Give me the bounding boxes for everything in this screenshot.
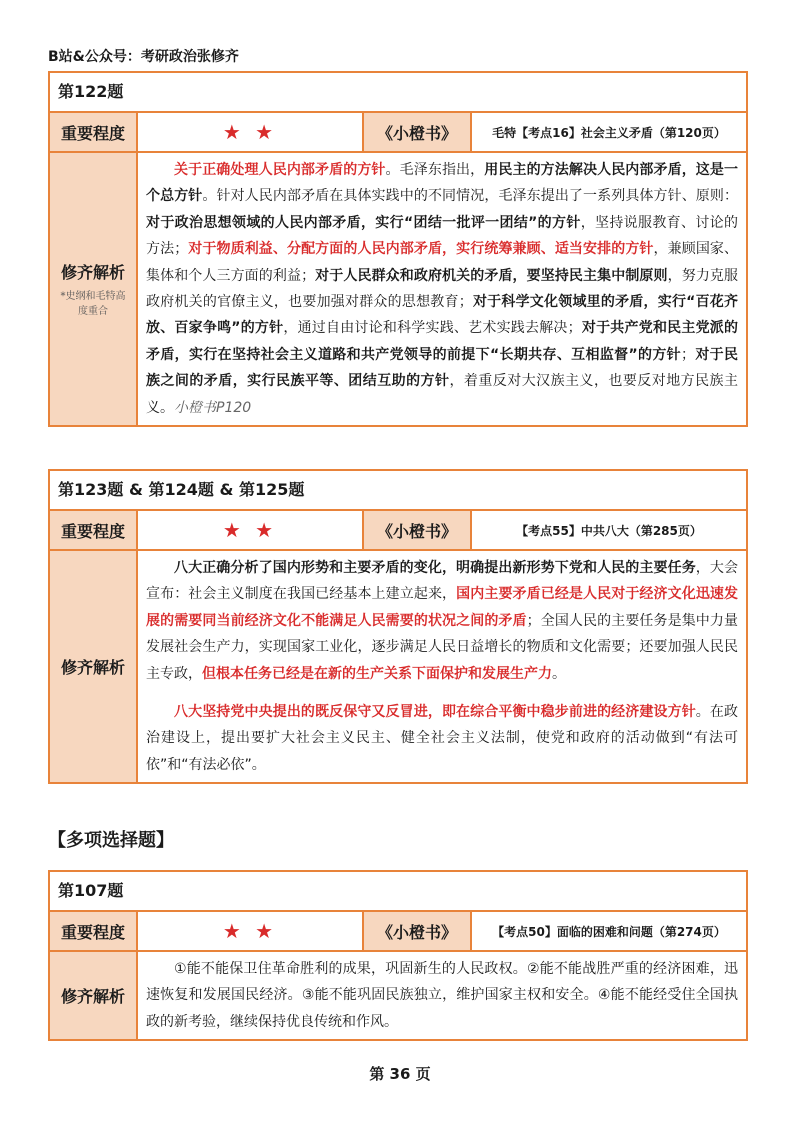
body-text: ，大会宣布：社会主义制度在我国已经基本上建立起来， <box>146 560 739 603</box>
bold-text: 对于民族之间的矛盾，实行民族平等、团结互助的方针 <box>146 346 738 390</box>
body-text: 。毛泽东指出， <box>385 162 485 178</box>
body-text: 。针对人民内部矛盾在具体实践中的不同情况，毛泽东提出了一系列具体方针、原则： <box>202 188 738 205</box>
highlight-text: 关于正确处理人民内部矛盾的方针 <box>174 162 386 178</box>
analysis-label-cell <box>50 952 138 1039</box>
star-rating: ★ ★ <box>138 113 364 151</box>
body-text: ，坚持说服教育、讨论的方法； <box>146 214 739 258</box>
question-title: 第122题 <box>50 73 746 113</box>
analysis-paragraph <box>146 157 738 421</box>
question-card-107 <box>48 870 748 1041</box>
analysis-paragraph <box>146 956 738 1035</box>
bold-text: 对于科学文化领域里的矛盾，实行“百花齐放、百家争鸣”的方针 <box>146 294 739 337</box>
analysis-paragraph <box>146 555 738 687</box>
importance-row <box>50 511 746 551</box>
question-card-123-125 <box>48 469 748 784</box>
analysis-label: 修齐解析 <box>60 262 125 282</box>
highlight-text: 但根本任务已经是在新的生产关系下面保护和发展生产力 <box>202 665 552 682</box>
body-text: ； <box>681 346 695 363</box>
body-text: 。在政治建设上，提出要扩大社会主义民主、健全社会主义法制，使党和政府的活动做到“有法可依”和“有法必依”。 <box>146 704 739 773</box>
analysis-label: 修齐解析 <box>60 987 125 1007</box>
body-text: 。 <box>552 665 566 682</box>
body-text: ，兼顾国家、集体和个人三方面的利益； <box>146 241 739 284</box>
page-number: 第 36 页 <box>369 1065 431 1083</box>
analysis-body <box>138 952 746 1039</box>
body-text: ，通过自由讨论和科学实践、艺术实践去解决； <box>283 320 582 337</box>
analysis-paragraph <box>146 699 738 778</box>
analysis-label-cell <box>50 153 138 425</box>
book-label: 《小橙书》 <box>364 912 472 950</box>
analysis-label: 修齐解析 <box>60 658 125 678</box>
question-card-122 <box>48 71 748 427</box>
source-header: B站&公众号：考研政治张修齐 <box>48 49 239 65</box>
importance-row <box>50 912 746 952</box>
highlight-text: 对于物质利益、分配方面的人民内部矛盾，实行统筹兼顾、适当安排的方针 <box>188 241 654 258</box>
question-title: 第107题 <box>50 872 746 912</box>
analysis-body <box>138 153 746 425</box>
reference-text: 【考点55】中共八大（第285页） <box>516 523 702 538</box>
section-heading: 【多项选择题】 <box>48 830 174 851</box>
highlight-text: 八大坚持党中央提出的既反保守又反冒进，即在综合平衡中稳步前进的经济建设方针 <box>174 704 696 721</box>
body-text: ，着重反对大汉族主义，也要反对地方民族主义。 <box>146 373 739 416</box>
body-text: ；全国人民的主要任务是集中力量发展社会生产力，实现国家工业化，逐步满足人民日益增长的物质和文化需要；还要加强人民民主专政， <box>146 612 739 682</box>
bold-text: 对于共产党和民主党派的矛盾，实行在坚持社会主义道路和共产党领导的前提下“长期共存、互相监督”的方针 <box>146 320 739 363</box>
analysis-row <box>50 952 746 1039</box>
star-rating: ★ ★ <box>138 912 364 950</box>
analysis-note: *史纲和毛特高度重合 <box>60 290 126 317</box>
analysis-row <box>50 153 746 425</box>
reference-text: 毛特【考点16】社会主义矛盾（第120页） <box>492 125 726 140</box>
book-reference: 小橙书P120 <box>174 399 252 416</box>
bold-text: 用民主的方法解决人民内部矛盾，这是一个总方针 <box>146 162 739 205</box>
bold-text: 八大正确分析了国内形势和主要矛盾的变化，明确提出新形势下党和人民的主要任务 <box>174 560 696 576</box>
bold-text: 对于政治思想领域的人民内部矛盾，实行“团结一批评一团结”的方针 <box>146 214 581 231</box>
book-label: 《小橙书》 <box>364 511 472 549</box>
question-title: 第123题 & 第124题 & 第125题 <box>50 471 746 511</box>
book-label: 《小橙书》 <box>364 113 472 151</box>
analysis-label-cell <box>50 551 138 782</box>
highlight-text: 国内主要矛盾已经是人民对于经济文化迅速发展的需要同当前经济文化不能满足人民需要的状况之间的矛盾 <box>146 586 739 629</box>
analysis-body <box>138 551 746 782</box>
star-rating: ★ ★ <box>138 511 364 549</box>
importance-label: 重要程度 <box>50 912 138 950</box>
analysis-row <box>50 551 746 782</box>
reference-text: 【考点50】面临的困难和问题（第274页） <box>492 924 726 939</box>
importance-label: 重要程度 <box>50 511 138 549</box>
importance-row <box>50 113 746 153</box>
body-text: ①能不能保卫住革命胜利的成果，巩固新生的人民政权。②能不能战胜严重的经济困难，迅速恢复和发展国民经济。③能不能巩固民族独立，维护国家主权和安全。④能不能经受住全国执政的新考验，继续保持优良传统和作风。 <box>146 961 738 1030</box>
importance-label: 重要程度 <box>50 113 138 151</box>
body-text: ，努力克服政府机关的官僚主义，也要加强对群众的思想教育； <box>146 267 739 311</box>
bold-text: 对于人民群众和政府机关的矛盾，要坚持民主集中制原则 <box>315 267 668 284</box>
